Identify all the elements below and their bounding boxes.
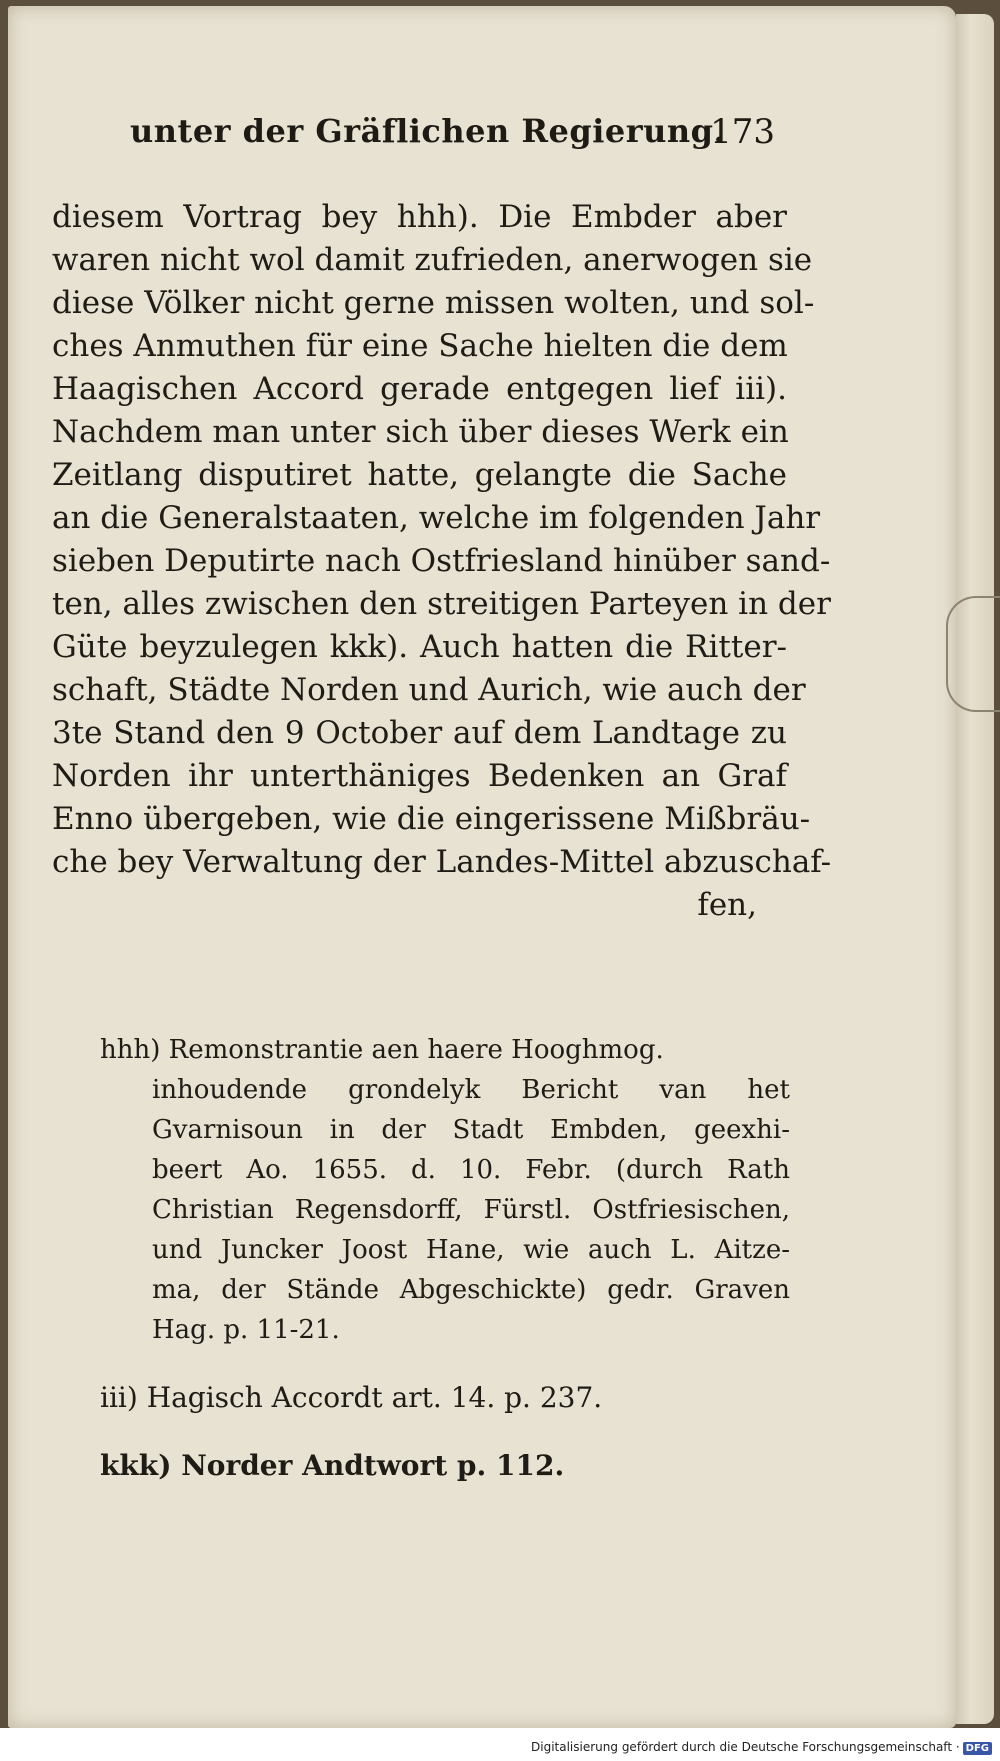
body-line: diesem Vortrag bey hhh). Die Embder aber (52, 199, 787, 235)
footnote-line: iii) Hagisch Accordt art. 14. p. 237. (100, 1381, 603, 1414)
footnote-line: inhoudende grondelyk Bericht van het (152, 1075, 790, 1105)
running-head: unter der Gräflichen Regierung. (130, 112, 726, 150)
page-clip-tab (946, 596, 1000, 712)
footnote-line: beert Ao. 1655. d. 10. Febr. (durch Rath (152, 1155, 790, 1185)
body-line: waren nicht wol damit zufrieden, anerwogen sie (52, 242, 813, 278)
footnote-line: ma, der Stände Abgeschickte) gedr. Graven (152, 1275, 790, 1305)
footnote-iii (100, 1378, 790, 1418)
footnote-line: kkk) Norder Andtwort p. 112. (100, 1449, 565, 1482)
body-line: schaft, Städte Norden und Aurich, wie auch der (52, 672, 806, 708)
footnote-line: Hag. p. 11-21. (152, 1315, 340, 1345)
footnote-line: Gvarnisoun in der Stadt Embden, geexhi- (152, 1115, 790, 1145)
dfg-logo-icon: DFG (963, 1742, 992, 1755)
body-line: Enno übergeben, wie die eingerissene Mißbräu- (52, 801, 811, 837)
page-header (130, 112, 775, 172)
body-line: ches Anmuthen für eine Sache hielten die dem (52, 328, 788, 364)
footnote-kkk (100, 1446, 790, 1486)
body-line: 3te Stand den 9 October auf dem Landtage zu (52, 715, 787, 751)
page-number: 173 (710, 112, 775, 152)
credit-text: Digitalisierung gefördert durch die Deutsche Forschungsgemeinschaft · (531, 1740, 960, 1754)
footnote-line: hhh) Remonstrantie aen haere Hooghmog. (100, 1035, 664, 1065)
digitization-credit (531, 1740, 992, 1755)
page-edge (956, 14, 994, 1724)
footnote-line: und Juncker Joost Hane, wie auch L. Aitze- (152, 1235, 790, 1265)
body-line: sieben Deputirte nach Ostfriesland hinüber sand- (52, 543, 831, 579)
body-line: Haagischen Accord gerade entgegen lief iii). (52, 371, 787, 407)
body-line: Güte beyzulegen kkk). Auch hatten die Ritter- (52, 629, 787, 665)
body-line: Zeitlang disputiret hatte, gelangte die Sache (52, 457, 787, 493)
body-line: an die Generalstaaten, welche im folgenden Jahr (52, 500, 821, 536)
body-line: ten, alles zwischen den streitigen Parteyen in der (52, 586, 831, 622)
body-line: diese Völker nicht gerne missen wolten, und sol- (52, 285, 815, 321)
body-line: che bey Verwaltung der Landes-Mittel abzuschaf- (52, 844, 832, 880)
body-line-catchword: fen, (697, 887, 757, 923)
body-line: Nachdem man unter sich über dieses Werk ein (52, 414, 789, 450)
footnote-hhh (100, 1030, 790, 1350)
footnote-line: Christian Regensdorff, Fürstl. Ostfriesischen, (152, 1195, 790, 1225)
footnotes (100, 1030, 790, 1514)
body-text (52, 196, 832, 927)
body-line: Norden ihr unterthäniges Bedenken an Graf (52, 758, 787, 794)
